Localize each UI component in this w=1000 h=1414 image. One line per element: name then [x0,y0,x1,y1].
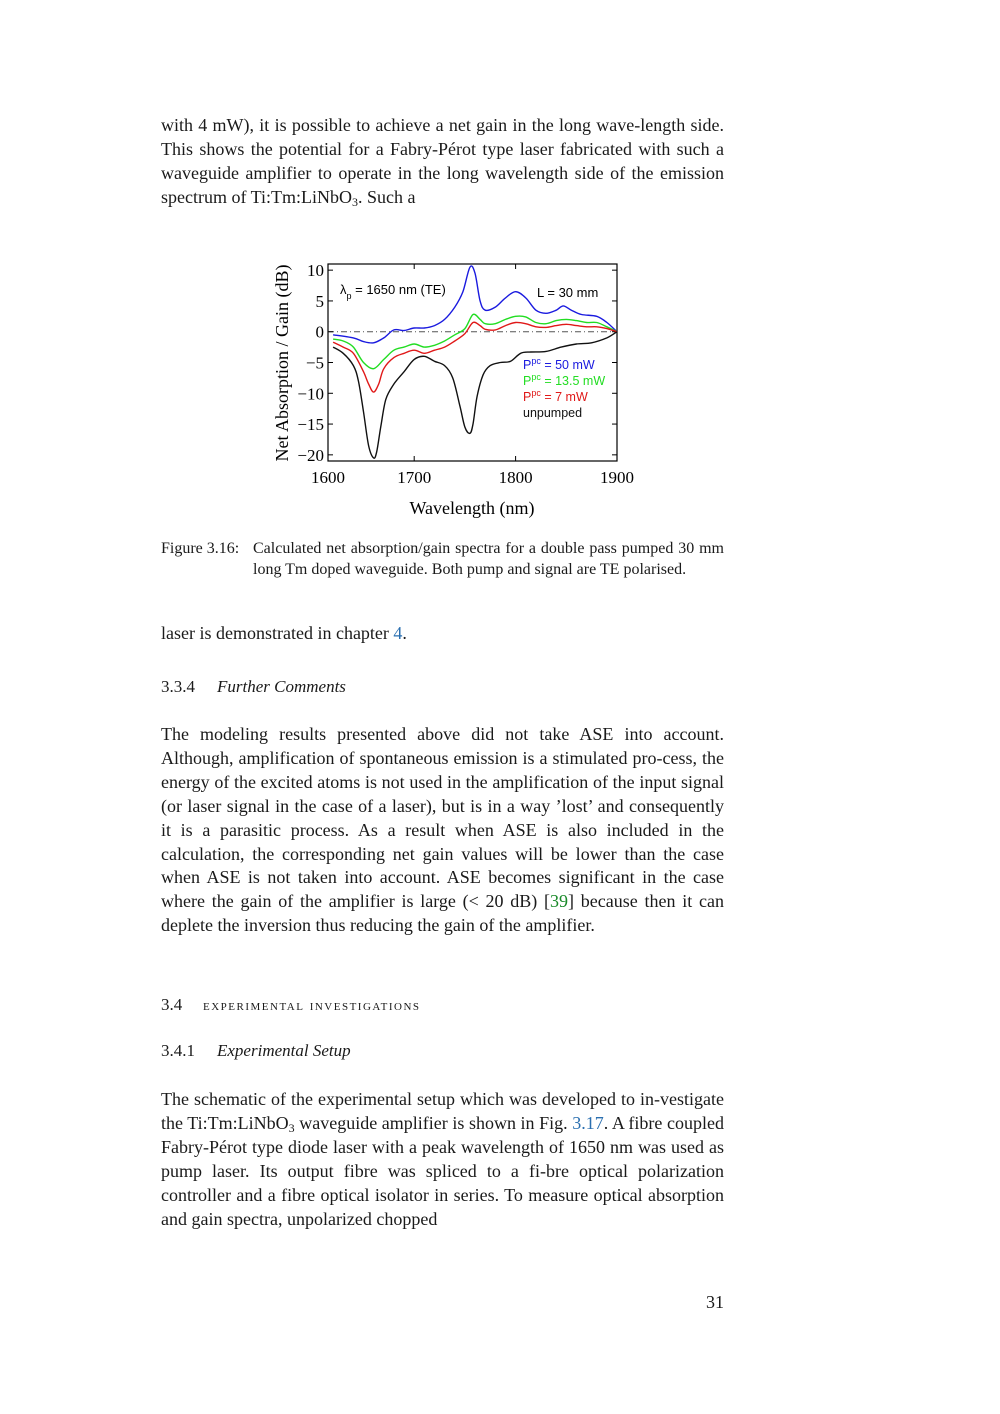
y-tick-label: −15 [297,415,324,435]
legend-entry-0: $P^{pc} = 50$ mW [523,356,595,372]
y-tick-label: −5 [305,353,324,373]
x-tick-label: 1600 [311,468,345,487]
section-heading-experimental-investigations: 3.4 experimental investigations [161,995,421,1014]
caption-label: Figure 3.16: [161,540,240,557]
y-tick-label: 5 [315,291,324,311]
paragraph-ase: The modeling results presented above did not take ASE into account. Although, amplification of spontaneous emission is a stimulated pro-cess, the energy of the excited atoms is not used in the amplification of the input signal (or laser signal in the case of a laser), but is in a way ’lost’ and consequently it is a parasitic process. As a result when ASE is also included in the calculation, the corresponding net gain values will be lower than the case when ASE is not taken into account. ASE becomes significant in the case where the gain of the amplifier is large (< 20 dB) [39] because then it can deplete the inversion thus reducing the gain of the amplifier. [161,724,724,936]
x-axis-label: Wavelength (nm) [409,498,535,518]
page-number: 31 [706,1292,724,1312]
legend-entry-3: unpumped [523,406,583,420]
legend-entry-1: $P^{pc} = 13.5$ mW [523,372,606,388]
y-tick-label: −10 [297,384,324,404]
paragraph-laser: laser is demonstrated in chapter 4. [161,623,407,643]
subsection-heading-experimental-setup: 3.4.1 Experimental Setup [161,1041,351,1060]
y-tick-label: −20 [297,445,324,465]
absorption-gain-chart [260,248,660,528]
figure-caption [161,538,724,580]
x-tick-label: 1800 [498,468,533,487]
annotation-pump: $\lambda_p = 1650$ nm (TE) [340,282,446,301]
legend-entry-2: $P^{pc} = 7$ mW [523,388,588,404]
y-tick-label: 10 [307,261,324,281]
paragraph-intro: with 4 mW), it is possible to achieve a net gain in the long wave-length side. This shows the potential for a Fabry-Pérot type laser fabricated with such a waveguide amplifier to operate in the long wavelength side of the emission spectrum of Ti:Tm:LiNbO$_3$. Such a [161,115,724,209]
x-tick-label: 1700 [397,468,432,487]
caption-text: Calculated net absorption/gain spectra for a double pass pumped 30 mm long Tm doped waveguide. Both pump and signal are TE polarised. [253,540,724,578]
annotation-length: L = 30 mm [537,285,599,300]
paragraph-setup: The schematic of the experimental setup which was developed to in-vestigate the Ti:Tm:LiNbO$_3$ waveguide amplifier is shown in Fig. 3.17. A fibre coupled Fabry-Pérot type diode laser with a peak wavelength of 1650 nm was used as pump laser. Its output fibre was spliced to a fi-bre optical polarization controller and a fibre optical isolator in series. To measure optical absorption and gain spectra, unpolarized chopped [161,1089,724,1229]
y-axis-label: Net Absorption / Gain (dB) [272,264,292,462]
x-tick-label: 1900 [600,468,634,487]
y-tick-label: 0 [315,322,324,342]
citation-link[interactable]: 39 [550,891,569,912]
chart-legend [523,356,605,420]
chapter-link[interactable]: 4 [393,623,403,643]
figure-link[interactable]: 3.17 [572,1112,604,1133]
subsection-heading-further-comments: 3.3.4 Further Comments [161,677,346,696]
